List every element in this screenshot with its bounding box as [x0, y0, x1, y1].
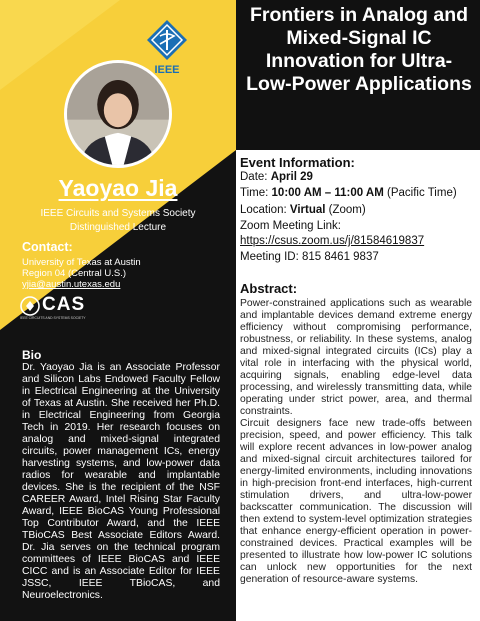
page-title: Frontiers in Analog and Mixed-Signal IC Innovation for Ultra-Low-Power Applications	[246, 4, 472, 95]
date-label: Date:	[240, 171, 271, 183]
speaker-photo	[64, 60, 172, 168]
location-label: Location:	[240, 204, 290, 216]
ieee-diamond-icon	[145, 18, 189, 62]
location-value: Virtual	[289, 204, 326, 216]
portrait-image	[67, 63, 169, 165]
contact-heading: Contact:	[22, 240, 73, 254]
abstract-paragraph-2: Circuit designers face new trade-offs between precision, speed, and power efficiency. This talk will explore recent advances in low-power analog and mixed-signal circuit architectures tailored for energy-limited environments, including innovations in high-precision front-end interfaces, high-current stimulation drivers, and ultra-low-power backscatter communication. The discussion will then extend to system-level optimization strategies that enhance energy-efficient operation in power-constrained devices. Practical examples will be presented to illustrate how low-power IC solutions can unlock new opportunities for the next generation of resource-aware systems.	[240, 418, 472, 585]
abstract-heading: Abstract:	[240, 281, 298, 296]
cas-society-logo	[20, 294, 92, 322]
ieee-logo-text: IEEE	[154, 64, 180, 76]
zoom-label: Zoom Meeting Link:	[240, 220, 341, 232]
ieee-logo	[145, 18, 189, 80]
time-value: 10:00 AM – 11:00 AM	[271, 187, 384, 199]
bio-heading: Bio	[22, 348, 42, 362]
date-value: April 29	[270, 171, 313, 183]
left-column	[0, 0, 236, 621]
contact-email-link[interactable]: yjia@austin.utexas.edu	[22, 279, 121, 290]
bio-text: Dr. Yaoyao Jia is an Associate Professor and Silicon Labs Endowed Faculty Fellow in Electrical Engineering at the University of Texas at Austin. She received her Ph.D. in Electrical Engineering from Georgia Tech in 2019. Her research focuses on analog and mixed-signal integrated circuits, power management ICs, energy harvesting systems, and low-power data radios for wearable and implantable devices. She is the recipient of the NSF CAREER Award, Intel Rising Star Faculty Award, IEEE BioCAS Young Professional Top Contributor Award, and the IEEE TBioCAS Best Associate Editors Award. Dr. Jia serves on the technical program committees of IEEE BioCAS and IEEE CICC and is an Associate Editor for IEEE JSSC, IEEE TBioCAS, and Neuroelectronics.	[22, 362, 220, 601]
cas-logo-subtext: IEEE CIRCUITS AND SYSTEMS SOCIETY	[20, 316, 86, 320]
zoom-meeting-link[interactable]: https://csus.zoom.us/j/81584619837	[240, 235, 425, 247]
event-date	[240, 170, 313, 184]
contact-line-region: Region 04 (Central U.S.)	[22, 268, 127, 279]
speaker-name: Yaoyao Jia	[58, 175, 178, 201]
event-info-heading: Event Information:	[240, 155, 355, 170]
cas-logo-text: CAS	[42, 294, 86, 315]
contact-line-university: University of Texas at Austin	[22, 257, 141, 268]
time-label: Time:	[240, 187, 272, 199]
time-zone: (Pacific Time)	[383, 187, 457, 199]
event-location	[240, 203, 366, 217]
speaker-society: IEEE Circuits and Systems Society Distinguished Lecture	[40, 208, 196, 233]
location-suffix: (Zoom)	[325, 204, 366, 216]
abstract-paragraph-1: Power-constrained applications such as wearable and implantable devices demand extreme energy efficiency without compromising performance, robustness, or reliability. In these systems, analog and mixed-signal integrated circuits (ICs) play a vital role in interfacing with the physical world, acquiring signals, enabling edge-level data processing, and wirelessly transmitting data, while operating under strict power, area, and thermal constraints.	[240, 298, 472, 417]
event-time	[240, 186, 457, 200]
cas-emblem-icon	[20, 296, 40, 316]
meeting-id: Meeting ID: 815 8461 9837	[240, 251, 379, 263]
